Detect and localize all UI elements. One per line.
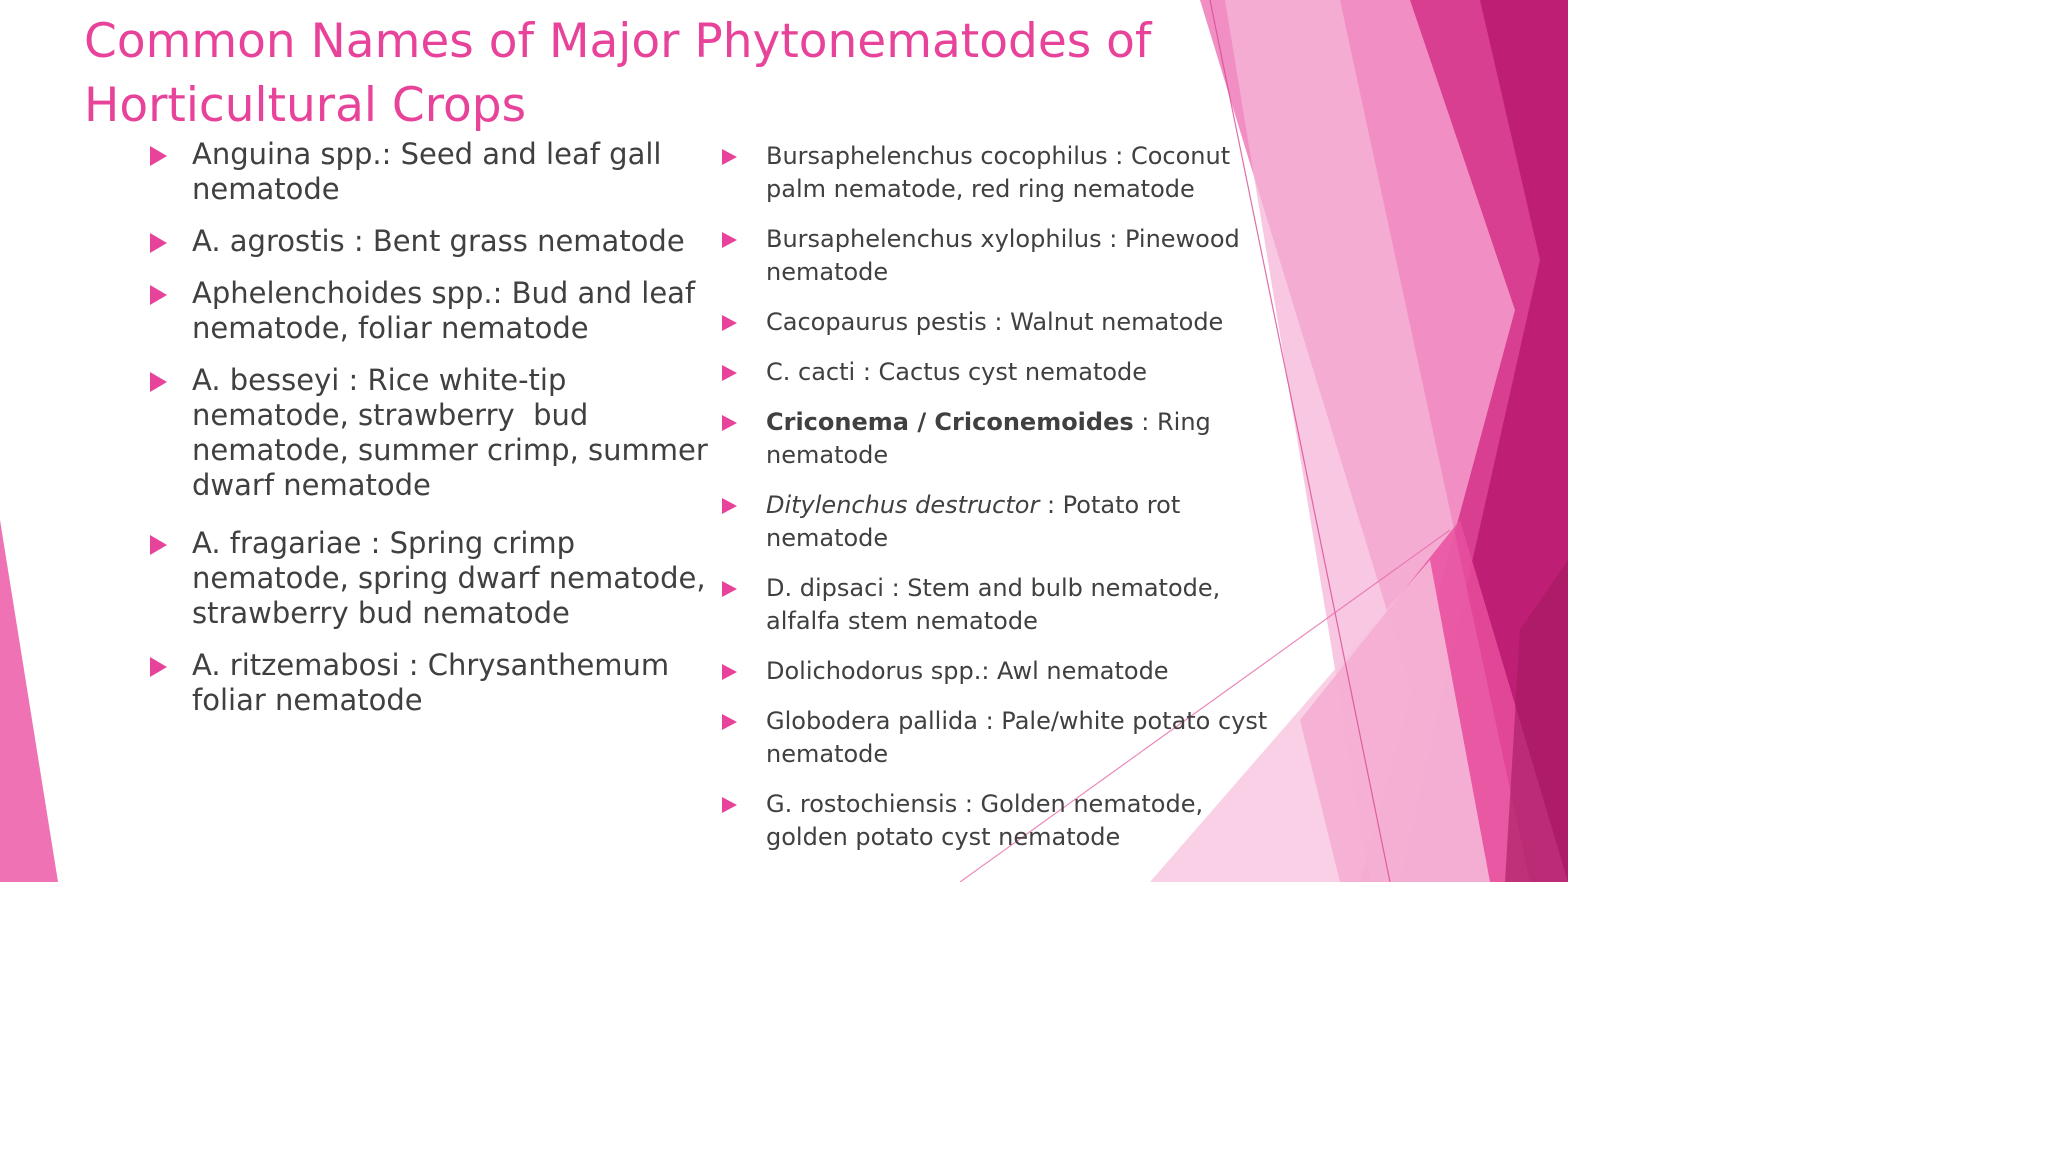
item-text: G. rostochiensis : Golden nematode, golden potato cyst nematode	[766, 790, 1204, 851]
item-text: Aphelenchoides spp.: Bud and leaf nematode, foliar nematode	[192, 276, 696, 345]
triangle-bullet-icon	[150, 146, 167, 166]
list-item	[722, 306, 1282, 339]
triangle-bullet-icon	[722, 365, 737, 381]
slide-title: Common Names of Major Phytonematodes of Horticultural Crops	[84, 14, 1152, 133]
list-item	[150, 363, 718, 503]
item-text: D. dipsaci : Stem and bulb nematode, alfalfa stem nematode	[766, 574, 1221, 635]
triangle-bullet-icon	[722, 415, 737, 431]
right-bullet-list	[722, 140, 1282, 871]
triangle-bullet-icon	[150, 285, 167, 305]
list-item	[722, 705, 1282, 771]
item-text: C. cacti : Cactus cyst nematode	[766, 358, 1148, 386]
list-item	[722, 223, 1282, 289]
list-item	[722, 489, 1282, 555]
triangle-bullet-icon	[722, 149, 737, 165]
triangle-bullet-icon	[722, 714, 737, 730]
item-text: Globodera pallida : Pale/white potato cyst nematode	[766, 707, 1268, 768]
list-item	[722, 356, 1282, 389]
item-text: A. besseyi : Rice white-tip nematode, strawberry bud nematode, summer crimp, summer dwarf nematode	[192, 363, 718, 502]
triangle-bullet-icon	[722, 232, 737, 248]
item-text: Cacopaurus pestis : Walnut nematode	[766, 308, 1224, 336]
list-item	[150, 224, 710, 259]
item-text: : Potato rot nematode	[766, 491, 1181, 552]
list-item	[150, 137, 710, 207]
left-bullet-list	[150, 137, 718, 735]
item-text: A. agrostis : Bent grass nematode	[192, 224, 685, 258]
item-text: A. fragariae : Spring crimp nematode, spring dwarf nematode, strawberry bud nematode	[192, 526, 706, 630]
triangle-bullet-icon	[722, 797, 737, 813]
list-item	[722, 140, 1282, 206]
list-item	[150, 526, 710, 631]
list-item	[150, 648, 710, 718]
triangle-bullet-icon	[150, 535, 167, 555]
item-species-italic: Ditylenchus destructor	[766, 491, 1040, 519]
item-text: Bursaphelenchus xylophilus : Pinewood nematode	[766, 225, 1240, 286]
item-text: A. ritzemabosi : Chrysanthemum foliar nematode	[192, 648, 670, 717]
item-genus-bold: Criconema / Criconemoides	[766, 408, 1134, 436]
triangle-bullet-icon	[722, 498, 737, 514]
list-item	[722, 788, 1282, 854]
triangle-bullet-icon	[722, 664, 737, 680]
list-item	[150, 276, 710, 346]
triangle-bullet-icon	[150, 233, 167, 253]
item-text: Dolichodorus spp.: Awl nematode	[766, 657, 1169, 685]
item-text: Anguina spp.: Seed and leaf gall nematode	[192, 137, 662, 206]
triangle-bullet-icon	[150, 372, 167, 392]
item-text: : Ring nematode	[766, 408, 1211, 469]
list-item	[722, 655, 1282, 688]
item-text: Bursaphelenchus cocophilus : Coconut palm nematode, red ring nematode	[766, 142, 1231, 203]
list-item	[722, 572, 1282, 638]
list-item	[722, 406, 1282, 472]
triangle-bullet-icon	[722, 315, 737, 331]
triangle-bullet-icon	[150, 657, 167, 677]
triangle-bullet-icon	[722, 581, 737, 597]
